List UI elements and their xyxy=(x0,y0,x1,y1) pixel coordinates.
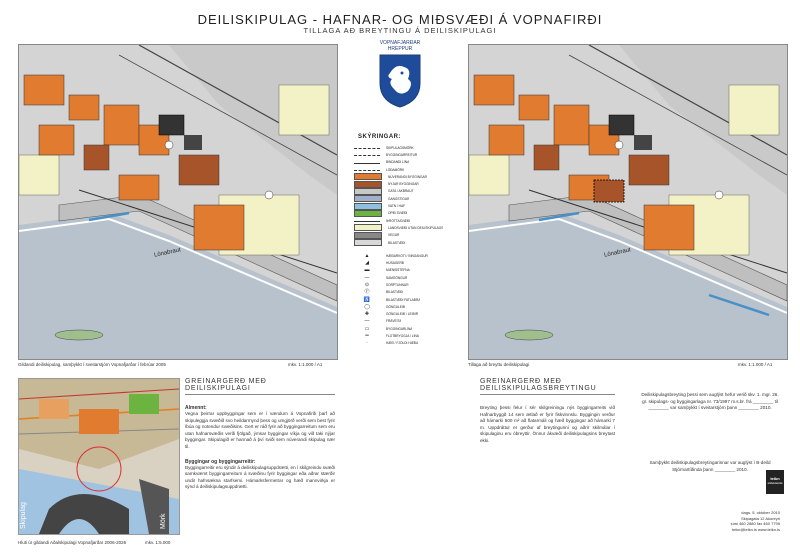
legend-label: LÓÐAMÖRK xyxy=(386,167,405,172)
legend-symbol-label: BÍLASTÆÐI xyxy=(386,290,404,295)
legend-item xyxy=(354,195,466,202)
right-road-label: Lónabraut xyxy=(603,247,632,259)
legend-label: NÚVERANDI BYGGINGAR xyxy=(388,174,427,179)
legend-symbol-label: SORPTUNNUR xyxy=(386,282,409,287)
legend-item xyxy=(354,210,466,217)
right-section-title: GREINARGERÐ MEÐ DEILISKIPULAGSBREYTINGU xyxy=(480,378,615,395)
emblem-line1: VOPNAFJARÐAR xyxy=(379,40,421,46)
legend-symbol-icon: ✚ xyxy=(364,311,370,318)
legend-symbol-item xyxy=(354,259,466,266)
legend-swatch xyxy=(354,203,382,210)
legend-symbol-label: BÍLASTÆÐI FATLAÐRA xyxy=(386,297,421,302)
legend-symbol-label: BYGGINGARLÍNA xyxy=(386,326,413,331)
legend-item xyxy=(354,224,466,231)
legend-symbol-label: HÆÐARKÓTI / INNGANGUR xyxy=(386,253,428,258)
legend-symbol-label: FLOTBRYGGJA / LÍNA xyxy=(386,334,419,339)
legend-symbol-icon: Ⓟ xyxy=(364,289,370,296)
legend-symbol-label: GÖNGULEIÐ / LEIÐIR xyxy=(386,312,419,317)
inset-scale: mkv. 1:5.000 xyxy=(145,540,171,545)
inset-drawing xyxy=(19,379,179,534)
firm-logo xyxy=(766,470,784,494)
legend-symbol-icon: ― xyxy=(364,318,370,325)
legend-item xyxy=(354,173,466,180)
right-map-caption: Tillaga að breyttu deiliskipulagi xyxy=(468,362,530,367)
legend-symbol-item xyxy=(354,267,466,274)
legend-item xyxy=(354,239,466,246)
legend-symbol-label: HÚSAGERÐ xyxy=(386,261,405,266)
right-para-change: Breyting þessi felur í sér skilgreiningu nýs byggingarreits við Hafnarbyggð 14 sem ætlað er fyrir fiskvinnslu. Byggingin verður að hámarki 500 m² að flatarmáli og hæð byggingar að hámarki 7 m. Uppdráttur er gerður af breytingunni og aðrir skilmálar í skipulaginu eru óbreyttir. Önnur ákvæði deiliskipulagsins breytast ekki. xyxy=(480,405,615,443)
legend-swatch xyxy=(354,173,382,180)
footer-phone: sími 460 2880 fax 460 7799 xyxy=(730,521,780,526)
right-plan-map xyxy=(468,44,788,360)
legend-symbol-item xyxy=(354,296,466,303)
left-text-block xyxy=(185,378,335,491)
left-para-general: Vegna þeirrar uppbyggingar sem er í vændum á Vopnafirði þarf að skipuleggja svæðið svo heildarmynd þess og umgjörð verði sem best fyrir íbúa og notendur svæðisins. Gert er ráð fyrir að byggingarreitum sem eru utan hafnarsvæðis verði fjölgað, ýmsar byggingar víkja og við taki nýjar byggingar. Skipulagið er hannað á því sviði sem núverandi skipulag nær til. xyxy=(185,411,335,449)
left-section-title: GREINARGERÐ MEÐ DEILISKIPULAGI xyxy=(185,378,335,395)
legend-symbol-icon: ▲ xyxy=(364,252,370,259)
footer-web: teikn@teikn.is www.teikn.is xyxy=(731,526,780,532)
legend-label: BÍLASTÆÐI xyxy=(388,240,406,245)
legend-item xyxy=(354,159,466,166)
left-plan-drawing xyxy=(19,45,337,359)
legend-item xyxy=(354,144,466,151)
legend-label: GANGSTÍGUR xyxy=(388,196,410,201)
legend-symbol-item xyxy=(354,252,466,259)
legend-swatch xyxy=(354,221,380,222)
legend-symbol-item xyxy=(354,289,466,296)
legend-label: LANDSVÆÐI UTAN DEILISKIPULAGS xyxy=(388,225,444,230)
legend-label: BYGGINGARREITUR xyxy=(386,152,418,157)
legend-symbol-icon: ═ xyxy=(365,333,369,340)
firm-name: teikn xyxy=(770,476,780,481)
legend-item xyxy=(354,180,466,187)
legend-symbol-label: HÆÐ / FJÖLDI HÆÐA xyxy=(386,341,419,346)
left-para-buildings: Byggingarreitir eru sýndir á deiliskipulagsuppdrætti, en í skilgreindu svæði samkvæmt byggingarreitum á svæðinu fyrir byggingar eða aðrar stærðir undir hafnsækna starfsemi. Hámarksfermetrar og hæð mannvirkja er sýnd á deiliskipulagsuppdrætti. xyxy=(185,464,335,490)
legend-symbol-label: FRÁVEITA xyxy=(386,319,402,324)
legend-item xyxy=(354,151,466,158)
inset-caption: Hluti úr gildandi Aðalskipulagi Vopnafjarðar 2006-2026 xyxy=(18,540,127,545)
legend-swatch xyxy=(354,155,380,156)
legend-symbol-label: MÆNISSTEFNA xyxy=(386,268,410,273)
legend-symbol-icon: ⊙ xyxy=(364,281,370,288)
legend-swatch xyxy=(354,210,382,217)
legend-swatch xyxy=(354,239,382,246)
legend-symbol-item xyxy=(354,332,466,339)
legend-item xyxy=(354,166,466,173)
legend-swatch xyxy=(354,148,380,149)
legend-symbol-item xyxy=(354,311,466,318)
legend-item xyxy=(354,188,466,195)
firm-sub: arkitektastofa xyxy=(767,482,783,485)
legend-label: SKIPULAGSMÖRK xyxy=(386,145,414,150)
legend-symbol-icon: ▬ xyxy=(364,267,370,274)
legend-item xyxy=(354,217,466,224)
legend-symbol-icon: · xyxy=(366,340,368,347)
legend-symbol-item xyxy=(354,274,466,281)
legend-symbol-label: SAMGÖNGUR xyxy=(386,275,408,280)
legend-symbol-icon: ▭ xyxy=(364,325,370,332)
legend-symbol-item xyxy=(354,281,466,288)
legend-swatch xyxy=(354,232,382,239)
footer-address: Skipagata 12 Akureyri xyxy=(741,515,780,521)
legend-label: VEGUR xyxy=(388,233,400,238)
page-subtitle: TILLAGA AÐ BREYTINGU Á DEILISKIPULAGI xyxy=(303,26,497,35)
footer-date: dags. 5. október 2010 xyxy=(741,510,780,515)
legend-label: VATN / HAF xyxy=(388,204,406,209)
legend-label: ÍÞRÓTTASVÆÐI xyxy=(386,218,411,223)
legend-symbol-label: GÖNGULEIÐ xyxy=(386,304,406,309)
footer-info xyxy=(700,510,780,532)
shield-icon xyxy=(378,53,422,109)
legend-symbol-item xyxy=(354,303,466,310)
emblem-line2: HREPPUR xyxy=(387,46,413,52)
legend-label: OPIÐ SVÆÐI xyxy=(388,211,408,216)
legend-item xyxy=(354,202,466,209)
legend-item xyxy=(354,232,466,239)
left-head-general: Almennt: xyxy=(185,405,207,411)
legend-swatch xyxy=(354,188,382,195)
legend-symbol-item xyxy=(354,340,466,347)
legend-symbol-item xyxy=(354,325,466,332)
left-road-label: Lónabraut xyxy=(153,247,182,259)
legend-label: BINDANDI LÍNA xyxy=(386,160,410,165)
right-map-scale: mkv. 1:1.000 / A1 xyxy=(738,362,773,367)
left-plan-map xyxy=(18,44,338,360)
legend xyxy=(354,144,466,347)
right-text-block xyxy=(480,378,615,445)
page-title: DEILISKIPULAG - HAFNAR- OG MIÐSVÆÐI Á VOPNAFIRÐI xyxy=(197,12,603,27)
legend-label: GATA / AKBRAUT xyxy=(388,189,414,194)
legend-swatch xyxy=(354,181,382,188)
svg-text:Skipulag: Skipulag xyxy=(20,502,27,529)
legend-symbol-icon: ◢ xyxy=(365,260,369,267)
left-head-buildings: Byggingar og byggingarreitir: xyxy=(185,458,256,465)
legend-swatch xyxy=(354,224,382,231)
right-plan-drawing xyxy=(469,45,787,359)
legend-swatch xyxy=(354,195,382,202)
legend-symbol-icon: ◯ xyxy=(364,303,370,310)
legend-title: SKÝRINGAR: xyxy=(358,134,402,140)
legend-symbol-icon: — xyxy=(364,274,370,281)
legend-swatch xyxy=(354,170,380,171)
legend-label: NÝJAR BYGGINGAR xyxy=(388,182,419,187)
left-map-scale: mkv. 1:1.000 / A1 xyxy=(288,362,323,367)
legend-symbol-item xyxy=(354,318,466,325)
svg-text:Mörk: Mörk xyxy=(160,513,167,529)
approval-text-2: Samþykkt deiliskipulagsbreytingarinnar var auglýst í B-deild Stjórnartíðinda þann ________ 2010. xyxy=(649,460,771,472)
legend-swatch xyxy=(354,163,380,164)
inset-map xyxy=(18,378,180,535)
municipality-emblem xyxy=(370,40,430,114)
approval-text-1: Deiliskipulagsbreyting þessi sem auglýst hefur verið skv. 1. mgr. 26. gr. skipulags- og byggingarlaga nr. 73/1997 m.s.br. frá ________ til ________ var samþykkt í sveitarstjórn þann ________ 2010. xyxy=(641,392,779,411)
left-map-caption: Gildandi deiliskipulag, samþykkt í sveitarstjórn Vopnafjarðar í febrúar 2005 xyxy=(18,362,166,367)
legend-symbol-icon: ♿ xyxy=(363,296,371,303)
